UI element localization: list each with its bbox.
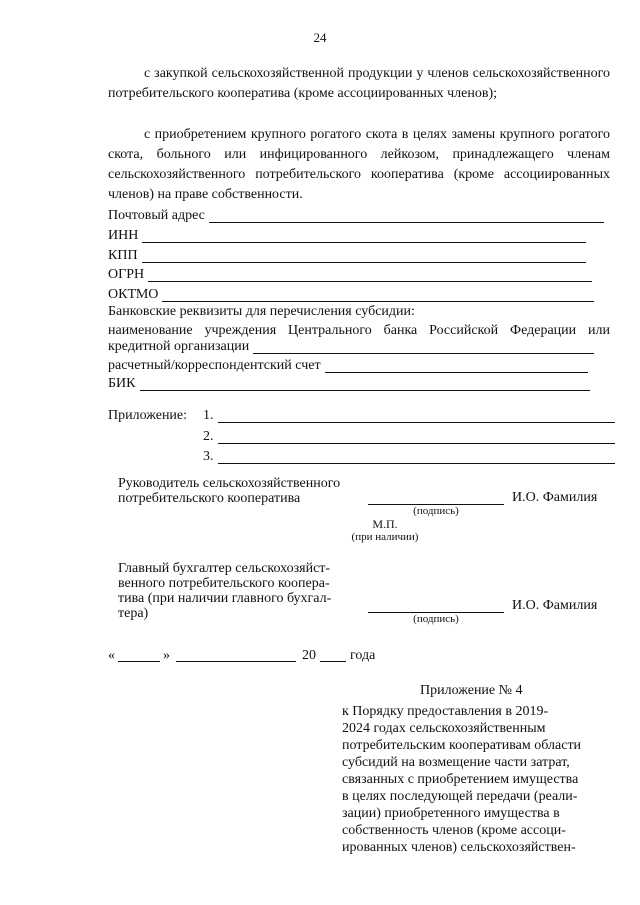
stamp-note: (при наличии) bbox=[351, 531, 419, 543]
attachment-item-line bbox=[218, 408, 616, 423]
accountant-name: И.О. Фамилия bbox=[512, 598, 598, 613]
oktmo-label: ОКТМО bbox=[108, 287, 159, 302]
accountant-title-line: тера) bbox=[118, 606, 149, 621]
date-year-prefix: 20 bbox=[302, 648, 316, 663]
appendix-line: потребительским кооперативам области bbox=[342, 738, 582, 753]
inn-field bbox=[108, 226, 586, 246]
attachment-item-number: 1. bbox=[203, 408, 214, 423]
accountant-signature-caption: (подпись) bbox=[413, 613, 459, 625]
appendix-line: собственность членов (кроме ассоци- bbox=[342, 823, 566, 838]
head-name: И.О. Фамилия bbox=[512, 490, 598, 505]
inn-label: ИНН bbox=[108, 228, 139, 243]
date-quote-close: » bbox=[163, 648, 170, 663]
appendix-line: ированных членов) сельскохозяйствен- bbox=[342, 840, 576, 855]
stamp-label: М.П. bbox=[372, 517, 398, 531]
head-title-line: потребительского кооператива bbox=[118, 491, 301, 506]
appendix-line: в целях последующей передачи (реали- bbox=[342, 789, 578, 804]
appendix-line: к Порядку предоставления в 2019- bbox=[342, 704, 549, 719]
date-day-line bbox=[118, 660, 160, 662]
kpp-field bbox=[108, 246, 586, 266]
ogrn-field bbox=[108, 265, 592, 285]
oktmo-line bbox=[162, 287, 594, 302]
date-year-suffix: года bbox=[350, 648, 376, 663]
attachment-label: Приложение: bbox=[108, 408, 188, 423]
appendix-line: зации) приобретенного имущества в bbox=[342, 806, 560, 821]
bank-institution-field bbox=[108, 337, 594, 357]
account-label: расчетный/корреспондентский счет bbox=[108, 358, 321, 373]
appendix-text bbox=[342, 703, 612, 856]
bank-institution-line1: наименование учреждения Центрального банка Российской Федерации или bbox=[108, 323, 610, 338]
account-field bbox=[108, 356, 588, 376]
bank-institution-line bbox=[253, 339, 594, 354]
date-line bbox=[108, 646, 375, 666]
appendix-title: Приложение № 4 bbox=[420, 683, 523, 698]
attachment-item-number: 2. bbox=[203, 429, 214, 444]
accountant-title-line: венного потребительского коопера- bbox=[118, 576, 330, 591]
page-number: 24 bbox=[313, 30, 327, 45]
date-month-line bbox=[176, 660, 296, 662]
paragraph-cattle: с приобретением крупного рогатого скота в целях замены крупного рогатого скота, больного или инфицированного лейкозом, принадлежащего членам сельскохозяйственного потребительского кооператива (кроме ассоциированных членов) на праве собственности. bbox=[108, 127, 610, 202]
kpp-label: КПП bbox=[108, 248, 138, 263]
accountant-title bbox=[118, 561, 368, 621]
head-title bbox=[118, 476, 340, 506]
bank-institution-label: кредитной организации bbox=[108, 339, 250, 354]
inn-line bbox=[142, 228, 586, 243]
attachment-item-line bbox=[218, 449, 616, 464]
head-title-line: Руководитель сельскохозяйственного bbox=[118, 476, 341, 491]
accountant-title-line: Главный бухгалтер сельскохозяйст- bbox=[118, 561, 331, 576]
attachment-item-number: 3. bbox=[203, 449, 214, 464]
ogrn-line bbox=[148, 267, 592, 282]
date-year-line bbox=[320, 660, 346, 662]
date-quote-open: « bbox=[108, 648, 115, 663]
attachment-item-3 bbox=[203, 447, 615, 467]
postal-address-line bbox=[209, 208, 604, 223]
ogrn-label: ОГРН bbox=[108, 267, 145, 282]
bik-field bbox=[108, 374, 590, 394]
postal-address-field bbox=[108, 206, 604, 226]
attachment-item-line bbox=[218, 429, 616, 444]
paragraph-purchase: с закупкой сельскохозяйственной продукции у членов сельскохозяйственного потребительского кооператива (кроме ассоциированных членов); bbox=[108, 66, 610, 101]
bik-line bbox=[140, 376, 591, 391]
bik-label: БИК bbox=[108, 376, 136, 391]
head-signature-caption: (подпись) bbox=[413, 505, 459, 517]
appendix-line: связанных с приобретением имущества bbox=[342, 772, 579, 787]
accountant-title-line: тива (при наличии главного бухгал- bbox=[118, 591, 332, 606]
account-line bbox=[325, 358, 588, 373]
appendix-line: субсидий на возмещение части затрат, bbox=[342, 755, 570, 770]
kpp-line bbox=[142, 248, 586, 263]
appendix-line: 2024 годах сельскохозяйственным bbox=[342, 721, 546, 736]
bank-heading: Банковские реквизиты для перечисления субсидии: bbox=[108, 304, 415, 319]
postal-address-label: Почтовый адрес bbox=[108, 208, 205, 223]
attachment-item-2 bbox=[203, 427, 615, 447]
attachment-item-1 bbox=[203, 406, 615, 426]
